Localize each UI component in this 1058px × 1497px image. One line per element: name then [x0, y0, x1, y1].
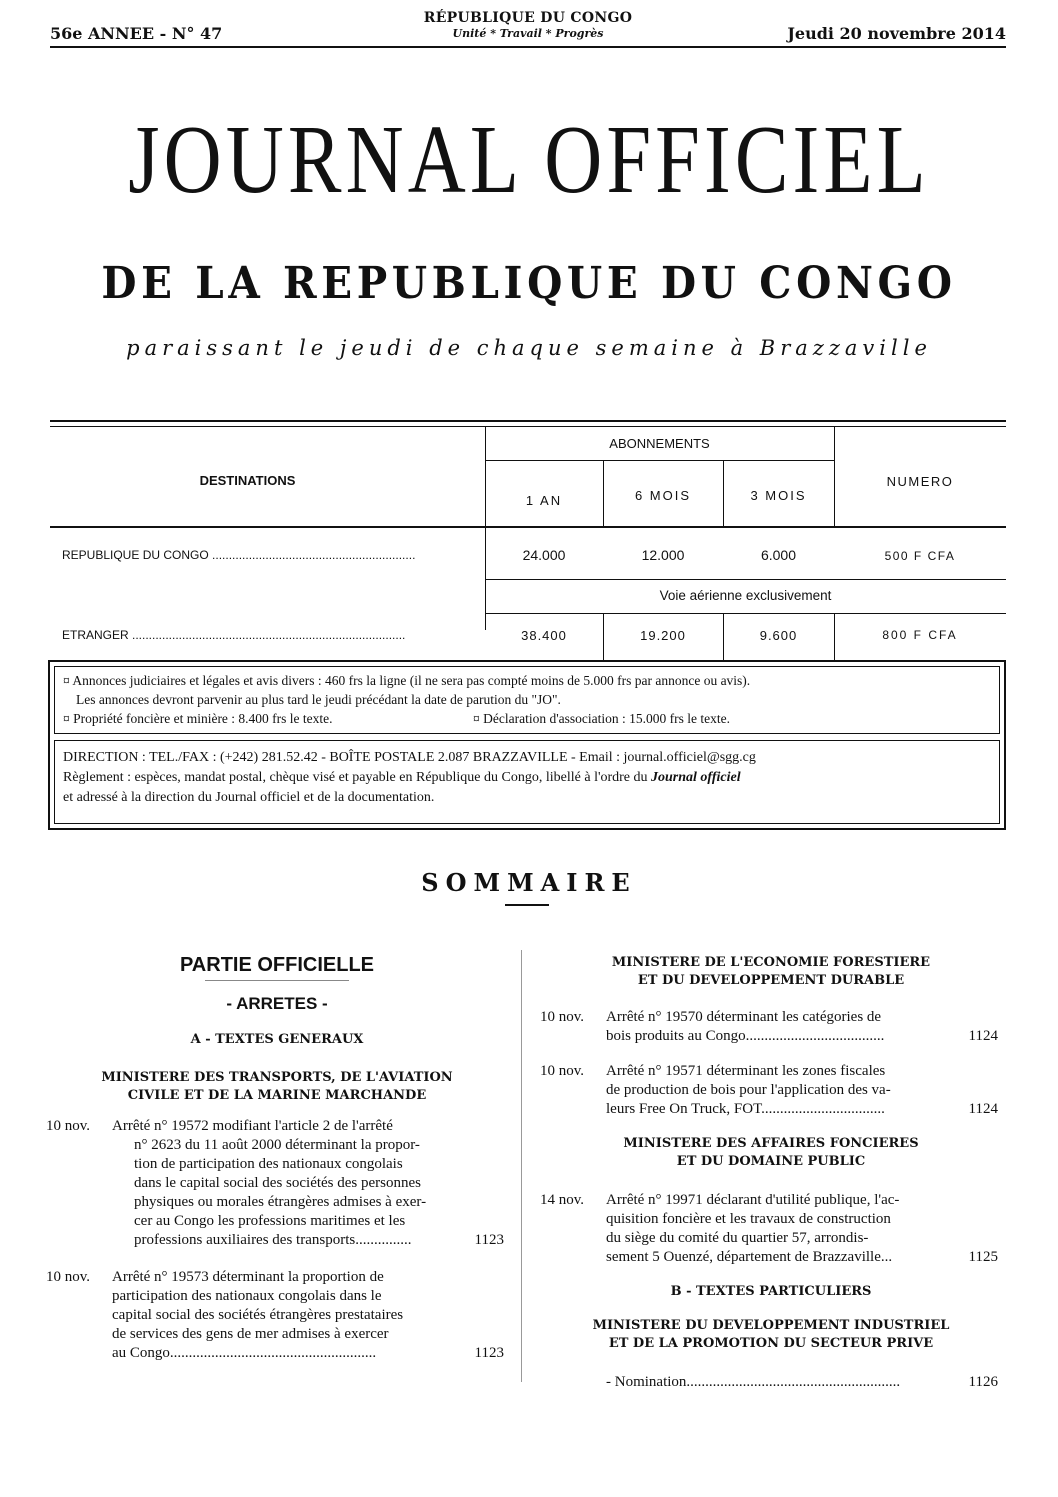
period-1an: 1 AN: [525, 493, 563, 508]
page-number: 1124: [968, 1101, 998, 1117]
direction-contact: DIRECTION : TEL./FAX : (+242) 281.52.42 - BOÎTE POSTALE 2.087 BRAZZAVILLE - Email : journal.officiel@sgg.cg: [63, 750, 756, 765]
entry-date: 14 nov.: [540, 1192, 585, 1208]
entry-nomination: [540, 1373, 1002, 1392]
air-note: Voie aérienne exclusivement: [659, 588, 832, 603]
masthead-top: [50, 10, 1006, 46]
textes-particuliers-heading: B - TEXTES PARTICULIERS: [670, 1284, 872, 1299]
entry-date: 10 nov.: [46, 1118, 91, 1134]
page-number: 1126: [968, 1374, 998, 1390]
sommaire-rule: [505, 904, 549, 906]
ministry-industriel: [540, 1317, 1002, 1353]
row-etranger-destination: ETRANGER ..................................................................................: [62, 628, 406, 642]
entry-line: participation des nationaux congolais dans le: [112, 1288, 382, 1304]
payment-address: et adressé à la direction du Journal officiel et de la documentation.: [63, 790, 435, 805]
row-congo-destination: REPUBLIQUE DU CONGO .............................................................: [62, 548, 416, 562]
ministry-industriel-line2: ET DE LA PROMOTION DU SECTEUR PRIVE: [608, 1336, 934, 1351]
entry-line: bois produits au Congo.....................................: [606, 1028, 885, 1044]
row-etranger-1an: 38.400: [521, 628, 567, 643]
fee-association: ¤ Déclaration d'association : 15.000 frs le texte.: [473, 711, 730, 726]
ministry-foncieres: [540, 1135, 1002, 1171]
republic-name: RÉPUBLIQUE DU CONGO: [423, 10, 633, 26]
ministry-foncieres-line1: MINISTERE DES AFFAIRES FONCIERES: [623, 1136, 919, 1151]
journal-officiel-ref: Journal officiel: [651, 770, 741, 785]
row-congo-1an: 24.000: [522, 547, 566, 563]
notices-box: [48, 660, 1006, 830]
page-number: 1125: [968, 1249, 998, 1265]
entry-date: 10 nov.: [46, 1269, 91, 1285]
entry-line: Arrêté n° 19572 modifiant l'article 2 de l'arrêté: [112, 1118, 393, 1134]
entry-date: 10 nov.: [540, 1009, 585, 1025]
row-congo-3mois: 6.000: [760, 547, 797, 563]
journal-title: JOURNAL OFFICIEL: [128, 106, 930, 214]
row-congo-6mois: 12.000: [641, 547, 685, 563]
entry-line: capital social des sociétés étrangères prestataires: [112, 1307, 404, 1323]
entry-19570: [540, 1008, 1002, 1046]
entry-line: de production de bois pour l'application des va-: [606, 1082, 891, 1098]
destinations-header: DESTINATIONS: [199, 473, 296, 488]
entry-date: 10 nov.: [540, 1063, 585, 1079]
row-congo-numero: 500 F CFA: [884, 549, 956, 563]
payment-terms-text: Règlement : espèces, mandat postal, chèque visé et payable en République du Congo, libellé à l'ordre du: [63, 770, 648, 785]
row-etranger-6mois: 19.200: [640, 628, 686, 643]
row-etranger-3mois: 9.600: [759, 628, 798, 643]
masthead-rule: [50, 46, 1006, 48]
partie-officielle: PARTIE OFFICIELLE: [179, 954, 375, 976]
entry-line: du siège du comité du quartier 57, arrondis-: [606, 1230, 869, 1246]
entry-line: professions auxiliaires des transports...............: [134, 1232, 412, 1248]
entry-19971: [540, 1191, 1002, 1267]
announcement-fees: [63, 709, 991, 728]
numero-header: NUMERO: [886, 474, 954, 489]
journal-tagline: paraissant le jeudi de chaque semaine à Brazzaville: [126, 336, 932, 360]
entry-line: Arrêté n° 19971 déclarant d'utilité publique, l'ac-: [606, 1192, 900, 1208]
abonnements-header: ABONNEMENTS: [609, 436, 710, 451]
sommaire-heading: SOMMAIRE: [421, 868, 637, 897]
partie-rule: [205, 980, 349, 981]
entry-line: Arrêté n° 19573 déterminant la proportion de: [112, 1269, 384, 1285]
entry-19571: [540, 1062, 1002, 1119]
journal-subtitle: DE LA REPUBLIQUE DU CONGO: [101, 258, 957, 309]
page-number: 1123: [474, 1232, 504, 1248]
ministry-forestiere-line1: MINISTERE DE L'ECONOMIE FORESTIERE: [611, 955, 931, 970]
entry-line: Arrêté n° 19571 déterminant les zones fiscales: [606, 1063, 886, 1079]
entry-line: de services des gens de mer admises à exercer: [112, 1326, 389, 1342]
ministry-industriel-line1: MINISTERE DU DEVELOPPEMENT INDUSTRIEL: [592, 1318, 950, 1333]
ministry-transports-line1: MINISTERE DES TRANSPORTS, DE L'AVIATION: [101, 1070, 453, 1085]
textes-generaux-heading: A - TEXTES GENERAUX: [190, 1032, 364, 1047]
arretes-heading: - ARRETES -: [226, 994, 328, 1013]
subscription-table: [50, 420, 1006, 660]
announcement-rate: ¤ Annonces judiciaires et légales et avis divers : 460 frs la ligne (il ne sera pas compté moins de 5.000 frs par annonce ou avis).: [63, 673, 751, 688]
issue-date: Jeudi 20 novembre 2014: [787, 24, 1006, 43]
announcements-panel: [54, 666, 1000, 734]
entry-line: leurs Free On Truck, FOT.................................: [606, 1101, 885, 1117]
motto: Unité * Travail * Progrès: [452, 27, 604, 40]
ministry-transports: [46, 1069, 508, 1105]
ministry-forestiere-line2: ET DU DEVELOPPEMENT DURABLE: [637, 973, 905, 988]
entry-19573: [46, 1268, 508, 1363]
nomination-line: - Nomination.........................................................: [606, 1374, 901, 1390]
page-number: 1123: [474, 1345, 504, 1361]
ministry-foncieres-line2: ET DU DOMAINE PUBLIC: [676, 1154, 866, 1169]
period-6mois: 6 MOIS: [634, 488, 692, 503]
page-number: 1124: [968, 1028, 998, 1044]
entry-line: dans le capital social des sociétés des personnes: [134, 1175, 421, 1191]
issue-number: 56e ANNEE - N° 47: [50, 24, 223, 43]
entry-line: cer au Congo les professions maritimes et les: [134, 1213, 406, 1229]
announcement-deadline: Les annonces devront parvenir au plus tard le jeudi précédant la date de parution du "JO".: [76, 692, 561, 707]
entry-line: au Congo.......................................................: [112, 1345, 377, 1361]
right-column: [540, 954, 1002, 1392]
entry-line: n° 2623 du 11 août 2000 déterminant la propor-: [134, 1137, 420, 1153]
left-column: [46, 954, 508, 1363]
ministry-transports-line2: CIVILE ET DE LA MARINE MARCHANDE: [127, 1088, 427, 1103]
direction-panel: [54, 740, 1000, 824]
fee-propriete: ¤ Propriété foncière et minière : 8.400 frs le texte.: [63, 711, 333, 726]
payment-terms: [63, 768, 991, 788]
entry-19572: [46, 1117, 508, 1250]
entry-line: tion de participation des nationaux congolais: [134, 1156, 403, 1172]
entry-line: sement 5 Ouenzé, département de Brazzaville...: [606, 1249, 893, 1265]
entry-line: quisition foncière et les travaux de construction: [606, 1211, 891, 1227]
period-3mois: 3 MOIS: [750, 488, 807, 503]
row-etranger-numero: 800 F CFA: [882, 628, 958, 642]
column-divider: [521, 950, 522, 1382]
ministry-forestiere: [540, 954, 1002, 990]
entry-line: physiques ou morales étrangères admises à exer-: [134, 1194, 427, 1210]
entry-line: Arrêté n° 19570 déterminant les catégories de: [606, 1009, 882, 1025]
